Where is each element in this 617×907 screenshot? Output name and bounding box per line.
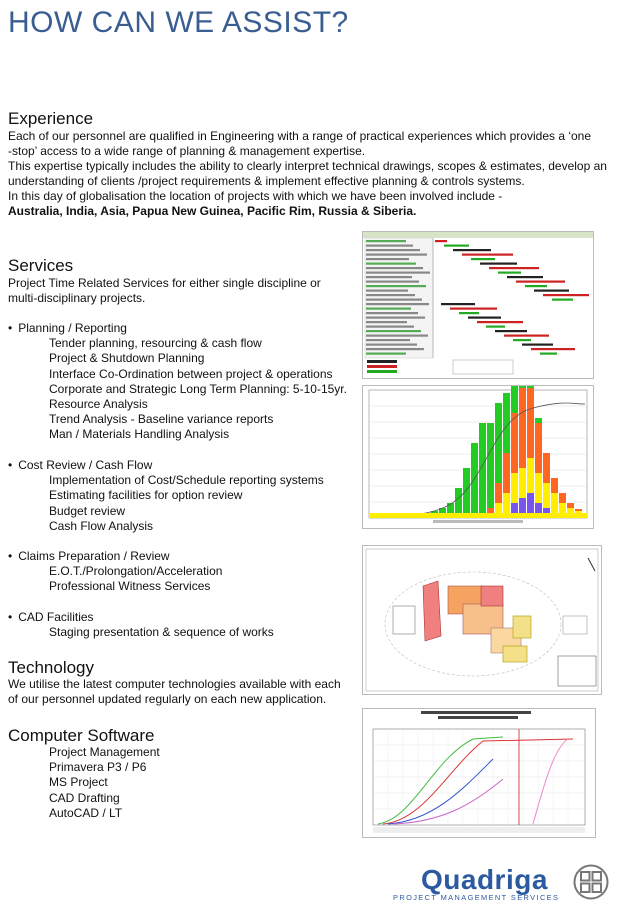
experience-line: -stop’ access to a wide range of planning & management expertise. xyxy=(8,144,366,158)
service-group-cad xyxy=(8,610,274,640)
service-group-cost xyxy=(8,458,324,534)
experience-locations: Australia, India, Asia, Papua New Guinea, Pacific Rim, Russia & Siberia. xyxy=(8,204,417,218)
experience-line: This expertise typically includes the ability to clearly interpret technical drawings, scopes & estimates, develop an xyxy=(8,159,607,173)
service-item: E.O.T./Prolongation/Acceleration xyxy=(49,564,223,579)
software-item: AutoCAD / LT xyxy=(49,805,123,820)
software-heading: Computer Software xyxy=(8,726,155,745)
service-item: Cash Flow Analysis xyxy=(49,518,154,533)
experience-line: Each of our personnel are qualified in Engineering with a range of practical experiences which provides a ‘one xyxy=(8,129,592,143)
experience-line: understanding of clients /project requirements & implement effective planning & controls systems. xyxy=(8,174,525,188)
services-heading: Services xyxy=(8,256,74,275)
technology-line: of our personnel updated regularly on each new application. xyxy=(8,692,327,706)
software-list xyxy=(49,745,160,821)
service-item: Staging presentation & sequence of works xyxy=(49,625,274,640)
progress-curves-image xyxy=(362,708,596,838)
service-group-claims xyxy=(8,549,222,595)
cad-site-plan-graphic xyxy=(363,546,601,694)
services-intro-line: Project Time Related Services for either single discipline or xyxy=(8,276,321,290)
service-group-title: • CAD Facilities xyxy=(8,610,274,625)
software-item: Primavera P3 / P6 xyxy=(49,760,147,775)
service-item: Budget review xyxy=(49,503,126,518)
service-item: Trend Analysis - Baseline variance reports xyxy=(49,412,274,427)
service-item: Man / Materials Handling Analysis xyxy=(49,427,230,442)
page-title: HOW CAN WE ASSIST? xyxy=(8,6,349,39)
service-group-title: • Claims Preparation / Review xyxy=(8,549,222,564)
service-group-planning xyxy=(8,321,347,443)
gantt-schedule-graphic xyxy=(363,232,593,378)
software-item: CAD Drafting xyxy=(49,790,120,805)
quadriga-logo xyxy=(393,862,613,904)
technology-line: We utilise the latest computer technologies available with each xyxy=(8,677,341,691)
service-item: Tender planning, resourcing & cash flow xyxy=(49,336,262,351)
software-item: MS Project xyxy=(49,775,108,790)
software-item: Project Management xyxy=(49,745,160,759)
service-item: Professional Witness Services xyxy=(49,579,211,594)
experience-text xyxy=(8,129,613,219)
progress-curves-graphic xyxy=(363,709,595,837)
services-intro-line: multi-disciplinary projects. xyxy=(8,291,146,305)
cad-site-plan-image xyxy=(362,545,602,695)
service-item: Project & Shutdown Planning xyxy=(49,351,205,366)
gantt-schedule-image xyxy=(362,231,594,379)
service-group-title: • Planning / Reporting xyxy=(8,321,347,336)
technology-text xyxy=(8,677,358,707)
service-item: Estimating facilities for option review xyxy=(49,488,243,503)
service-item: Corporate and Strategic Long Term Planning: 5-10-15yr. xyxy=(49,381,347,396)
services-intro xyxy=(8,276,348,306)
technology-heading: Technology xyxy=(8,658,95,677)
logo-tagline: PROJECT MANAGEMENT SERVICES xyxy=(393,893,560,902)
resource-histogram-graphic xyxy=(363,386,593,528)
service-item: Resource Analysis xyxy=(49,397,148,412)
service-item: Implementation of Cost/Schedule reporting systems xyxy=(49,473,324,488)
service-group-title: • Cost Review / Cash Flow xyxy=(8,458,324,473)
service-item: Interface Co-Ordination between project & operations xyxy=(49,366,333,381)
logo-emblem-icon xyxy=(573,864,609,900)
resource-histogram-image xyxy=(362,385,594,529)
experience-line: In this day of globalisation the location of projects with which we have been involved include - xyxy=(8,189,503,203)
logo-wordmark: Quadriga xyxy=(421,864,548,895)
experience-heading: Experience xyxy=(8,109,94,128)
